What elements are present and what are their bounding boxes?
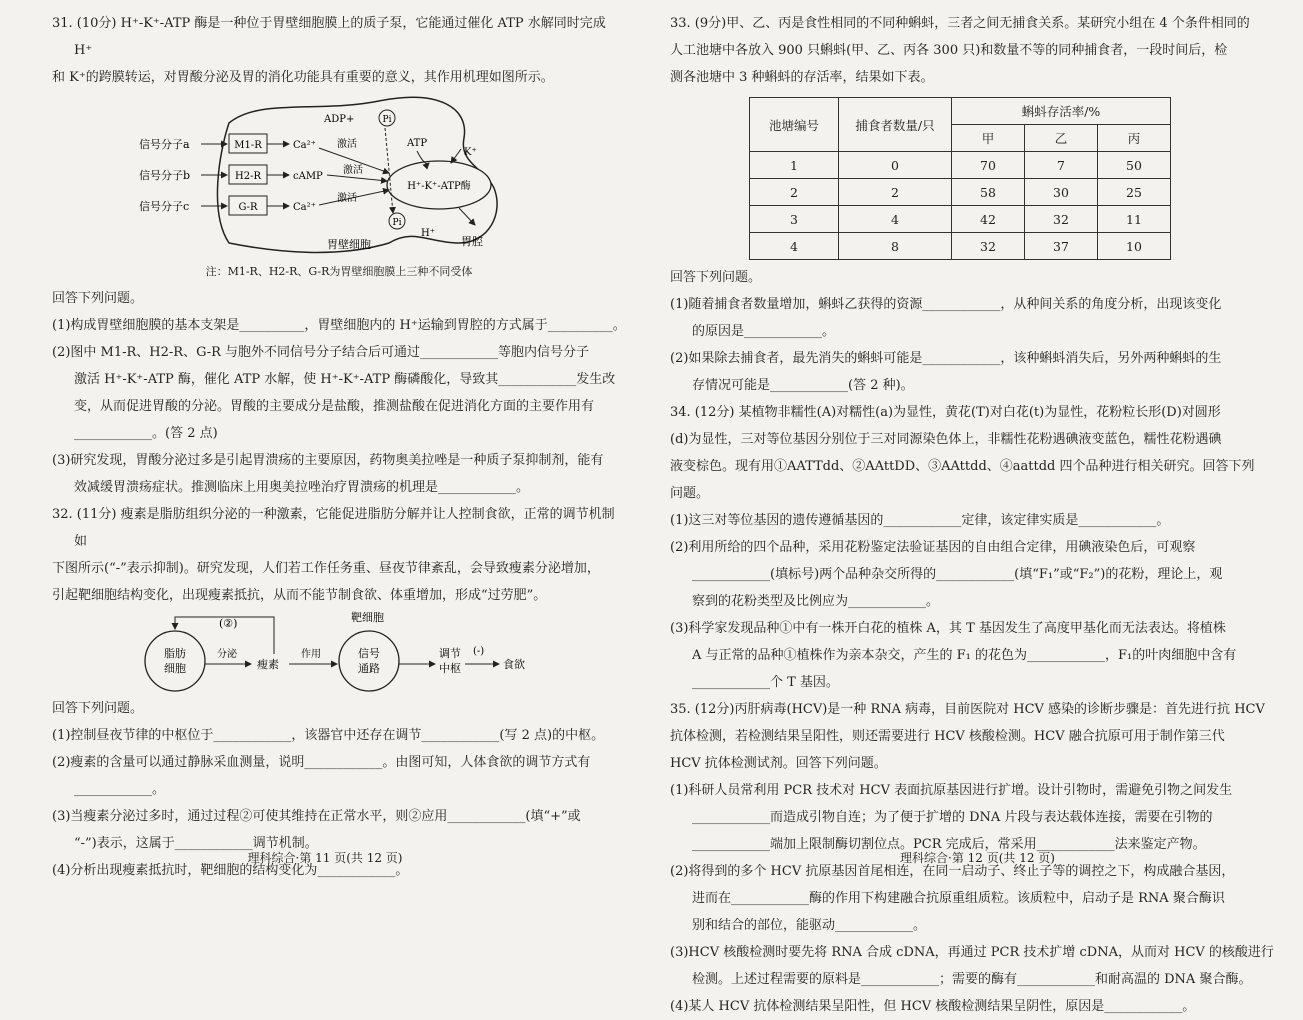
header-jia: 甲: [952, 125, 1025, 152]
header-survival: 蝌蚪存活率/%: [952, 98, 1171, 125]
q34-stem-line2: (d)为显性，三对等位基因分别位于三对同源染色体上，非糯性花粉遇碘液变蓝色，糯性花粉遇碘: [670, 432, 1222, 447]
receptor-h2r: H2-R: [235, 171, 261, 182]
q32-ask: 回答下列问题。: [52, 701, 144, 716]
q32-sub4: (4)分析出现瘦素抵抗时，靶细胞的结构变化为____________。: [52, 863, 409, 878]
appetite-label: 食欲: [503, 658, 525, 671]
camp-label: cAMP: [293, 171, 323, 182]
signal-c-label: 信号分子c: [139, 200, 190, 213]
q33-sub2-line2: 存情况可能是____________(答 2 种)。: [692, 378, 914, 393]
table-row: [750, 179, 1171, 206]
cell: 8: [839, 233, 952, 260]
lumen-label: 胃腔: [461, 235, 483, 248]
loop-label: (②): [219, 617, 238, 630]
table-row: [750, 233, 1171, 260]
q35-sub1-line3: ____________端加上限制酶切割位点。PCR 完成后，常采用____________法来鉴定产物。: [692, 837, 1206, 852]
cell: 0: [839, 152, 952, 179]
q31-stem-line1: 31. (10分) H⁺-K⁺-ATP 酶是一种位于胃壁细胞膜上的质子泵，它能通过催化 ATP 水解同时完成 H⁺: [52, 16, 606, 58]
cell: 32: [952, 233, 1025, 260]
receptor-gr: G-R: [238, 202, 258, 213]
cell: 70: [952, 152, 1025, 179]
q34-sub3-line3: ____________个 T 基因。: [692, 675, 839, 690]
q35-stem-line2: 抗体检测，若检测结果呈阳性，则还需要进行 HCV 核酸检测。HCV 融合抗原可用于制作第三代: [670, 729, 1225, 744]
right-page-footer: 理科综合·第 12 页(共 12 页): [900, 851, 1055, 865]
pi-label-2: Pi: [392, 218, 402, 228]
q32-leptin-figure: [139, 609, 539, 695]
q34-sub2-line2: ____________(填标号)两个品种杂交所得的____________(填“F₁”或“F₂”)的花粉，理论上，观: [692, 567, 1223, 582]
q31-stem-line2: 和 K⁺的跨膜转运，对胃酸分泌及胃的消化功能具有重要的意义，其作用机理如图所示。: [52, 70, 554, 85]
cell: 25: [1098, 179, 1171, 206]
fat-cell-label-1: 脂肪: [164, 647, 186, 660]
cell: 1: [750, 152, 839, 179]
activate-label-2: 激活: [343, 165, 363, 176]
cell: 58: [952, 179, 1025, 206]
q34-sub1: (1)这三对等位基因的遗传遵循基因的____________定律，该定律实质是____________。: [670, 513, 1170, 528]
center-label-2: 中枢: [439, 662, 461, 675]
receptor-m1r: M1-R: [234, 140, 262, 151]
q33-sub1-line1: (1)随着捕食者数量增加，蝌蚪乙获得的资源____________，从种间关系的角度分析，出现该变化: [670, 297, 1222, 312]
q35-sub4: (4)某人 HCV 抗体检测结果呈阳性，但 HCV 核酸检测结果呈阴性，原因是____________。: [670, 999, 1196, 1014]
q33-survival-table: [749, 97, 1171, 260]
signal-a-label: 信号分子a: [139, 138, 190, 151]
q31-sub1: (1)构成胃壁细胞膜的基本支架是__________，胃壁细胞内的 H⁺运输到胃腔的方式属于__________。: [52, 318, 626, 333]
q31-figure-note: 注：M1-R、H2-R、G-R为胃壁细胞膜上三种不同受体: [205, 265, 473, 278]
q31-proton-pump-figure: [139, 93, 539, 263]
q31-sub2-line2: 激活 H⁺-K⁺-ATP 酶，催化 ATP 水解，使 H⁺-K⁺-ATP 酶磷酸化，导致其____________发生改: [74, 372, 616, 387]
k-ion-label: K⁺: [464, 147, 477, 158]
center-label-1: 调节: [439, 647, 461, 660]
q32-stem-line3: 引起靶细胞结构变化，出现瘦素抵抗，从而不能节制食欲、体重增加，形成“过劳肥”。: [52, 588, 547, 603]
q32-stem-line1: 32. (11分) 瘦素是脂肪组织分泌的一种激素，它能促进脂肪分解并让人控制食欲，正常的调节机制如: [52, 507, 615, 549]
header-bing: 丙: [1098, 125, 1171, 152]
cell: 11: [1098, 206, 1171, 233]
q33-stem-line3: 测各池塘中 3 种蝌蚪的存活率，结果如下表。: [670, 70, 934, 85]
q35-sub3-line2: 检测。上述过程需要的原料是____________；需要的酶有____________和耐高温的 DNA 聚合酶。: [692, 972, 1252, 987]
q33-stem-line1: 33. (9分)甲、乙、丙是食性相同的不同种蝌蚪，三者之间无捕食关系。某研究小组在 4 个条件相同的: [670, 16, 1250, 31]
q35-sub3-line1: (3)HCV 核酸检测时要先将 RNA 合成 cDNA，再通过 PCR 技术扩增 cDNA，从而对 HCV 的核酸进行: [670, 945, 1274, 960]
left-page-footer: 理科综合·第 11 页(共 12 页): [247, 851, 403, 865]
q35-sub2-line2: 进而在____________酶的作用下构建融合抗原重组质粒。该质粒中，启动子是 RNA 聚合酶识: [692, 891, 1225, 906]
left-page: [0, 0, 650, 900]
q35-sub1-line1: (1)科研人员常利用 PCR 技术对 HCV 表面抗原基因进行扩增。设计引物时，需避免引物之间发生: [670, 783, 1233, 798]
cell: 32: [1025, 206, 1098, 233]
q34-sub3-line1: (3)科学家发现品种①中有一株开白花的植株 A，其 T 基因发生了高度甲基化而无法表达。将植株: [670, 621, 1226, 636]
q31-ask: 回答下列问题。: [52, 291, 144, 306]
table-row: [750, 206, 1171, 233]
target-cell-label: 靶细胞: [351, 611, 384, 624]
q34-stem-line3: 液变棕色。现有用①AATTdd、②AAttDD、③AAttdd、④aattdd 四个品种进行相关研究。回答下列: [670, 459, 1255, 474]
q35-stem-line1: 35. (12分)丙肝病毒(HCV)是一种 RNA 病毒，目前医院对 HCV 感染的诊断步骤是：首先进行抗 HCV: [670, 702, 1265, 717]
q35-sub2-line1: (2)将得到的多个 HCV 抗原基因首尾相连，在同一启动子、终止子等的调控之下，构成融合基因，: [670, 864, 1235, 879]
header-predator: 捕食者数量/只: [839, 98, 952, 152]
enzyme-label: H⁺-K⁺-ATP酶: [407, 181, 471, 192]
activate-label-3: 激活: [337, 193, 357, 204]
pi-label-1: Pi: [382, 115, 392, 125]
q34-sub3-line2: A 与正常的品种①植株作为亲本杂交，产生的 F₁ 的花色为____________，F₁的叶肉细胞中含有: [692, 648, 1237, 663]
q34-sub2-line3: 察到的花粉类型及比例应为____________。: [692, 594, 940, 609]
q32-sub2-line1: (2)瘦素的含量可以通过静脉采血测量，说明____________。由图可知，人体食欲的调节方式有: [52, 755, 591, 770]
ca-ion-2: Ca²⁺: [293, 202, 316, 213]
activate-label-1: 激活: [337, 139, 357, 150]
cell: 37: [1025, 233, 1098, 260]
cell: 42: [952, 206, 1025, 233]
q31-sub3-line1: (3)研究发现，胃酸分泌过多是引起胃溃疡的主要原因，药物奥美拉唑是一种质子泵抑制剂，能有: [52, 453, 604, 468]
cell: 2: [839, 179, 952, 206]
header-pond: 池塘编号: [750, 98, 839, 152]
q31-sub3-line2: 效减缓胃溃疡症状。推测临床上用奥美拉唑治疗胃溃疡的机理是____________。: [74, 480, 530, 495]
cell: 3: [750, 206, 839, 233]
signal-pathway-label-2: 通路: [358, 662, 380, 675]
q34-stem-line4: 问题。: [670, 486, 710, 501]
header-yi: 乙: [1025, 125, 1098, 152]
q35-stem-line3: HCV 抗体检测试剂。回答下列问题。: [670, 756, 887, 771]
table-row: [750, 152, 1171, 179]
q32-sub3-line1: (3)当瘦素分泌过多时，通过过程②可使其维持在正常水平，则②应用____________(填“+”或: [52, 809, 581, 824]
cell-label: 胃壁细胞: [327, 238, 371, 251]
h-ion-label: H⁺: [421, 228, 435, 239]
cell: 50: [1098, 152, 1171, 179]
q32-stem-line2: 下图所示(“-”表示抑制)。研究发现，人们若工作任务重、昼夜节律紊乱，会导致瘦素分泌增加，: [52, 561, 600, 576]
atp-label: ATP: [407, 138, 428, 149]
q34-stem-line1: 34. (12分) 某植物非糯性(A)对糯性(a)为显性，黄花(T)对白花(t)为显性，花粉粒长形(D)对圆形: [670, 405, 1221, 420]
q35-sub2-line3: 别和结合的部位，能驱动____________。: [692, 918, 927, 933]
cell: 30: [1025, 179, 1098, 206]
cell: 7: [1025, 152, 1098, 179]
secrete-label: 分泌: [217, 649, 237, 660]
q32-sub2-line2: ____________。: [74, 782, 166, 797]
cell: 10: [1098, 233, 1171, 260]
q32-sub1: (1)控制昼夜节律的中枢位于____________，该器官中还存在调节____________(写 2 点)的中枢。: [52, 728, 605, 743]
q33-sub2-line1: (2)如果除去捕食者，最先消失的蝌蚪可能是____________，该种蝌蚪消失后，另外两种蝌蚪的生: [670, 351, 1222, 366]
q31-sub2-line1: (2)图中 M1-R、H2-R、G-R 与胞外不同信号分子结合后可通过____________等胞内信号分子: [52, 345, 590, 360]
q32-sub3-line2: “-”)表示，这属于____________调节机制。: [74, 836, 318, 851]
q31-sub2-line4: ____________。(答 2 点): [74, 426, 218, 441]
adp-label: ADP+: [324, 114, 355, 125]
cell: 4: [750, 233, 839, 260]
right-page: [652, 0, 1303, 1014]
cell: 4: [839, 206, 952, 233]
leptin-label: 瘦素: [257, 658, 279, 671]
fat-cell-label-2: 细胞: [164, 662, 186, 675]
signal-pathway-label-1: 信号: [358, 647, 380, 660]
cell: 2: [750, 179, 839, 206]
q35-sub1-line2: ____________而造成引物自连；为了便于扩增的 DNA 片段与表达载体连接，需要在引物的: [692, 810, 1213, 825]
minus-label: (-): [473, 646, 485, 657]
ca-ion-1: Ca²⁺: [293, 140, 316, 151]
q33-stem-line2: 人工池塘中各放入 900 只蝌蚪(甲、乙、丙各 300 只)和数量不等的同种捕食者，一段时间后，检: [670, 43, 1228, 58]
signal-b-label: 信号分子b: [139, 169, 191, 182]
q34-sub2-line1: (2)利用所给的四个品种，采用花粉鉴定法验证基因的自由组合定律，用碘液染色后，可观察: [670, 540, 1196, 555]
q33-ask: 回答下列问题。: [670, 270, 762, 285]
q31-sub2-line3: 变，从而促进胃酸的分泌。胃酸的主要成分是盐酸，推测盐酸在促进消化方面的主要作用有: [74, 399, 595, 414]
act-label: 作用: [301, 649, 321, 660]
q33-sub1-line2: 的原因是____________。: [692, 324, 836, 339]
